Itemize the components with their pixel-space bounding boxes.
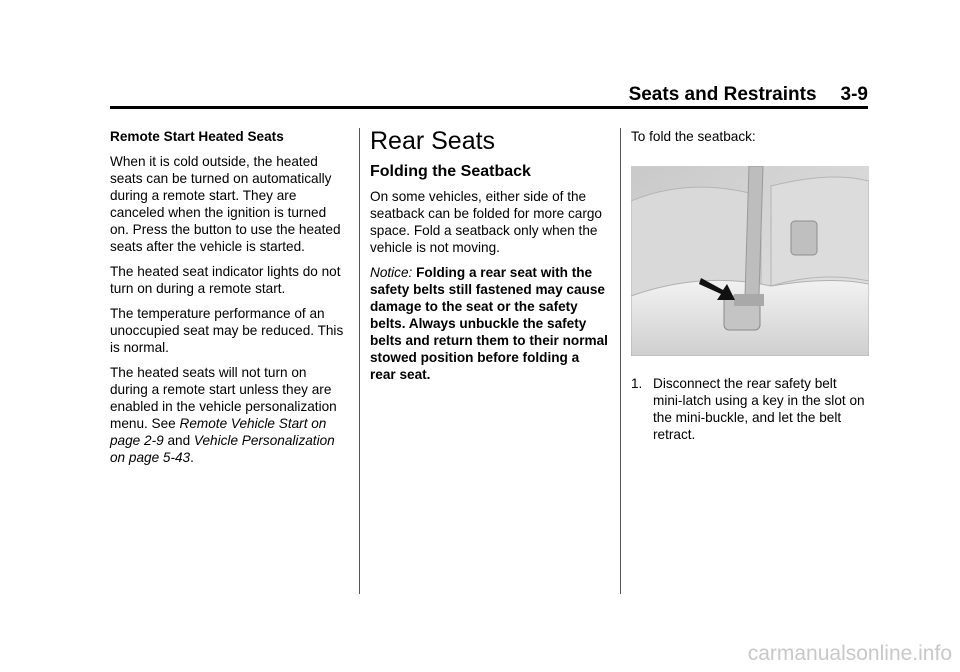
column-divider-1 — [359, 128, 360, 594]
header-title: Seats and Restraints — [628, 84, 817, 105]
column-divider-2 — [620, 128, 621, 594]
subsection-title: Folding the Seatback — [370, 163, 531, 180]
paragraph-text: and — [167, 433, 191, 448]
paragraph-text: The heated seats will not turn on during a remote start unless they are enabled in the vehicle personalization menu. See — [110, 365, 337, 431]
notice-label: Notice: — [370, 265, 413, 280]
intro-text: To fold the seatback: — [631, 129, 756, 144]
step-list — [631, 375, 869, 443]
subhead-remote-start: Remote Start Heated Seats — [110, 129, 284, 144]
section-title: Rear Seats — [370, 127, 496, 155]
column-2 — [370, 126, 608, 391]
page-number: 3-9 — [840, 84, 868, 105]
cross-reference-link[interactable]: Vehicle Personalization on page 5-43 — [110, 433, 335, 465]
step-number: 1. — [631, 376, 643, 391]
paragraph: When it is cold outside, the heated seats can be turned on automatically during a remote start. They are canceled when the ignition is turned on. Press the button to use the heated seats after the vehicle is started. — [110, 154, 341, 254]
list-item — [631, 375, 869, 443]
paragraph: The heated seat indicator lights do not turn on during a remote start. — [110, 264, 341, 296]
column-3 — [631, 128, 869, 443]
cross-reference-link[interactable]: Remote Vehicle Start on page 2-9 — [110, 416, 327, 448]
notice — [370, 264, 608, 383]
header-rule — [110, 106, 868, 109]
watermark: carmanualsonline.info — [747, 642, 952, 665]
notice-body: Folding a rear seat with the safety belts still fastened may cause damage to the seat or the safety belts. Always unbuckle the safety belts and return them to their normal stowed position before folding a rear seat. — [370, 265, 608, 382]
paragraph-with-refs — [110, 364, 348, 466]
paragraph: On some vehicles, either side of the seatback can be folded for more cargo space. Fold a seatback only when the vehicle is not moving. — [370, 189, 602, 255]
page-header — [110, 78, 868, 106]
rear-seat-belt-illustration — [631, 166, 869, 356]
paragraph: The temperature performance of an unoccupied seat may be reduced. This is normal. — [110, 306, 344, 355]
step-text: Disconnect the rear safety belt mini-latch using a key in the slot on the mini-buckle, and let the belt retract. — [653, 376, 865, 442]
column-1 — [110, 128, 348, 474]
paragraph-text: . — [190, 450, 194, 465]
